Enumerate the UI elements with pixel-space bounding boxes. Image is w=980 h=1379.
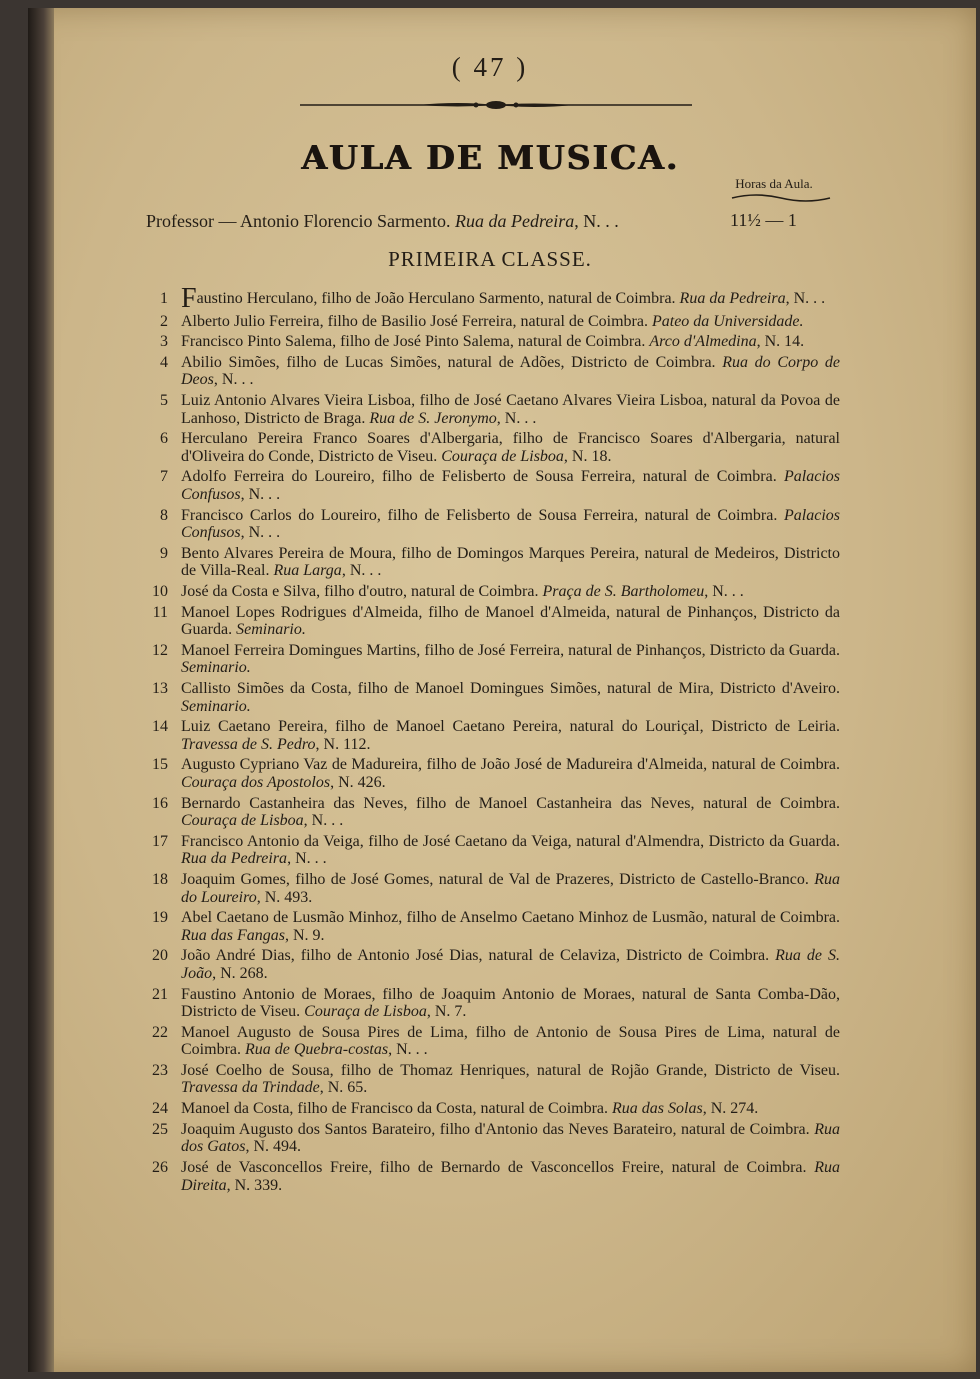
entry-address: Couraça dos Apostolos [181,773,331,791]
entry-number: 3 [160,333,168,351]
entry-name: João André Dias, filho de Antonio José Dias, natural de Celaviza, Districto de Coimbra. [181,947,770,965]
entry-name: Francisco Carlos do Loureiro, filho de Felisberto de Sousa Ferreira, natural de Coimbra. [181,506,778,524]
entry-address: Rua do Loureiro [181,871,840,906]
entry-number-suffix: , N. 426. [330,773,386,791]
entry-number: 12 [152,641,168,659]
entry-number: 11 [152,603,168,621]
entry-number-suffix: , N. 7. [426,1003,467,1021]
entry-address: Arco d'Almedina [649,333,757,351]
student-entry [150,313,840,331]
student-entry [150,871,840,906]
entry-name: Luiz Caetano Pereira, filho de Manoel Caetano Pereira, natural do Louriçal, Districto de Leiria. [181,718,840,736]
entry-address: Couraça de Lisboa [441,447,564,465]
entry-text [181,468,840,503]
student-entry [150,1062,840,1097]
entry-address: Rua das Solas [612,1100,703,1118]
entry-number-suffix: , N. 65. [319,1079,368,1097]
entry-number-suffix: , N. . . [341,562,382,580]
entry-text [181,354,840,389]
student-entry [150,642,840,677]
entry-name: Manoel da Costa, filho de Francisco da Costa, natural de Coimbra. [181,1100,609,1118]
entry-text [181,680,840,715]
professor-address-suffix: , N. . . [574,211,619,231]
entry-number: 7 [160,468,168,486]
student-entry [150,718,840,753]
entry-address: Rua das Fangas [181,926,285,944]
student-entry [150,604,840,639]
entry-name: Faustino Antonio de Moraes, filho de Joaquim Antonio de Moraes, natural de Santa Comba-Dão, Districto de Viseu. [181,985,840,1021]
entry-number: 22 [152,1023,168,1041]
entry-number-suffix: , N. . . [496,409,537,427]
entry-address: Rua da Pedreira [181,850,288,868]
entry-text [181,1100,840,1118]
student-entry [150,545,840,580]
student-entry [150,507,840,542]
student-entry [150,1100,840,1118]
entry-address: Rua da Pedreira [679,290,786,307]
entry-number: 9 [160,544,168,562]
entry-text [181,1024,840,1059]
student-entry [150,756,840,791]
entry-name: Manoel Lopes Rodrigues d'Almeida, filho de Manoel d'Almeida, natural de Pinhanços, Districto da Guarda. [181,603,840,639]
entry-text [181,1159,840,1194]
entry-number-suffix: , N. 494. [245,1138,302,1156]
entry-number: 10 [152,583,168,600]
entry-number: 15 [152,756,168,774]
student-entry [150,392,840,427]
entry-number-suffix: , N. . . [704,583,744,600]
entry-address: Pateo da Universidade. [651,312,804,330]
entry-text [181,756,840,791]
professor-address: Rua da Pedreira [454,211,575,231]
entry-address: Palacios Confusos [181,506,840,542]
student-entry [150,1159,840,1194]
entry-number-suffix: , N. 274. [702,1100,759,1118]
entry-text [181,604,840,639]
entry-number-suffix: , N. 112. [315,735,371,753]
entry-number: 24 [152,1100,168,1118]
entry-address: Rua do Corpo de Deos [181,353,840,389]
student-entry [150,283,840,314]
entry-number: 20 [152,947,168,965]
entry-number: 8 [160,506,168,524]
entry-text [181,909,840,944]
entry-number: 19 [152,909,168,927]
entry-text [181,947,840,982]
entry-address: Praça de S. Bartholomeu [542,583,705,600]
entry-address: Rua Direita [181,1159,841,1194]
entry-number: 14 [152,718,168,736]
entry-name: Joaquim Augusto dos Santos Barateiro, filho d'Antonio das Neves Barateiro, natural de Coimbra. [181,1120,810,1138]
student-entry [150,430,840,465]
drop-cap: F [181,283,197,314]
binding-gutter [28,8,54,1372]
entry-name: Alberto Julio Ferreira, filho de Basilio José Ferreira, natural de Coimbra. [181,312,648,330]
entry-text [181,986,840,1021]
student-entry [150,680,840,715]
entry-name: José Coelho de Sousa, filho de Thomaz Henriques, natural de Rojão Grande, Districto de Viseu. [181,1061,840,1079]
entry-text [181,718,840,753]
student-entry [150,333,840,351]
entry-number-suffix: , N. . . [240,485,281,503]
entry-name: Faustino Herculano, filho de João Herculano Sarmento, natural de Coimbra. [181,283,676,314]
entry-name: Francisco Pinto Salema, filho de José Pinto Salema, natural de Coimbra. [181,333,646,351]
entry-number: 25 [152,1120,168,1138]
entry-text [181,430,840,465]
entry-address: Rua dos Gatos [181,1120,841,1156]
entry-text [181,871,840,906]
entry-address: Seminario. [181,659,251,677]
entry-text [181,1062,840,1097]
entry-address: Rua de S. Jeronymo [369,409,497,427]
entry-number-suffix: , N. . . [213,371,254,389]
entry-address: Seminario. [236,621,306,639]
entry-number-suffix: , N. 339. [226,1176,283,1194]
entry-text [181,795,840,830]
entry-number: 23 [152,1061,168,1079]
entry-number: 5 [160,392,168,410]
entry-address: Palacios Confusos [181,468,841,503]
professor-line [146,211,619,232]
entry-name: Bento Alvares Pereira de Moura, filho de Domingos Marques Pereira, natural de Medeiros, Districto de Villa-Real. [181,544,840,580]
entry-address: Travessa da Trindade [181,1079,320,1097]
entry-number-suffix: , N. . . [287,850,327,868]
entry-address: Travessa de S. Pedro [181,735,316,753]
entry-text [181,392,840,427]
entry-name: Manoel Ferreira Domingues Martins, filho de José Ferreira, natural de Pinhanços, Districto da Guarda. [181,641,840,659]
entry-number-suffix: , N. 493. [256,888,313,906]
student-entry [150,795,840,830]
entry-number: 6 [160,430,168,448]
entry-name: Francisco Antonio da Veiga, filho de José Caetano da Veiga, natural d'Almendra, Districto da Guarda. [181,832,840,850]
entry-number-suffix: , N. . . [303,812,344,830]
student-entry [150,909,840,944]
entry-name: Herculano Pereira Franco Soares d'Albergaria, filho de Francisco Soares d'Albergaria, natural d'Oliveira do Conde, Districto de Viseu. [181,430,840,465]
entry-number-suffix: , N. 14. [756,333,805,351]
student-list [150,283,841,1197]
entry-text [181,283,840,314]
entry-number-suffix: , N. . . [240,524,281,542]
entry-number: 26 [152,1159,168,1176]
student-entry [150,583,840,601]
student-entry [150,1121,840,1156]
entry-address: Rua de Quebra-costas [245,1041,389,1059]
student-entry [150,354,840,389]
student-entry [150,947,840,982]
entry-text [181,583,840,601]
entry-name: José de Vasconcellos Freire, filho de Bernardo de Vasconcellos Freire, natural de Coimbra. [181,1159,807,1176]
student-entry [150,986,840,1021]
entry-number-suffix: , N. 18. [563,447,612,465]
entry-text [181,313,840,331]
entry-name: Adolfo Ferreira do Loureiro, filho de Felisberto de Sousa Ferreira, natural de Coimbra. [181,468,777,486]
entry-number: 4 [160,353,168,371]
entry-text [181,642,840,677]
entry-number: 17 [152,832,168,850]
entry-number: 1 [160,290,168,307]
page-title: AULA DE MUSICA. [301,138,679,177]
entry-number: 13 [152,680,168,698]
entry-name: Callisto Simões da Costa, filho de Manoel Domingues Simões, natural de Mira, Districto d'Aveiro. [181,680,840,698]
entry-number-suffix: , N. . . [785,290,826,307]
professor-label: Professor — Antonio Florencio Sarmento. [146,211,451,231]
entry-address: Rua de S. João [181,947,841,982]
entry-number-suffix: , N. 9. [285,926,325,944]
entry-name: Manoel Augusto de Sousa Pires de Lima, filho de Antonio de Sousa Pires de Lima, natural de Coimbra. [181,1023,840,1059]
entry-text [181,833,840,868]
entry-number: 18 [152,871,168,888]
entry-name: Luiz Antonio Alvares Vieira Lisboa, filho de José Caetano Alvares Vieira Lisboa, natural da Povoa de Lanhoso, Districto de Braga. [181,392,840,427]
student-entry [150,833,840,868]
entry-name: Augusto Cypriano Vaz de Madureira, filho de João José de Madureira d'Almeida, natural de Coimbra. [181,756,840,774]
entry-address: Seminario. [181,697,251,715]
entry-number-suffix: , N. . . [388,1041,428,1059]
entry-name: José da Costa e Silva, filho d'outro, natural de Coimbra. [181,583,539,600]
entry-text [181,333,840,351]
ornamental-rule [298,97,694,111]
entry-address: Couraça de Lisboa [304,1003,427,1021]
professor-hours: 11½ — 1 [730,210,797,230]
entry-number: 2 [160,312,168,330]
entry-address: Rua Larga [273,562,342,580]
entry-name: Abilio Simões, filho de Lucas Simões, natural de Adões, Districto de Coimbra. [181,353,716,371]
entry-name: Bernardo Castanheira das Neves, filho de Manoel Castanheira das Neves, natural de Coimbra. [181,794,840,812]
entry-text [181,1121,840,1156]
entry-name: Joaquim Gomes, filho de José Gomes, natural de Val de Prazeres, Districto de Castello-Branco. [181,871,809,888]
entry-number-suffix: , N. 268. [212,964,268,982]
hours-flourish [730,192,832,204]
student-entry [150,1024,840,1059]
page-number: ( 47 ) [451,52,529,82]
student-entry [150,468,840,503]
class-heading: PRIMEIRA CLASSE. [388,247,592,271]
entry-number: 16 [152,794,168,812]
hours-heading: Horas da Aula. [735,176,813,191]
entry-text [181,507,840,542]
entry-address: Couraça de Lisboa [181,812,304,830]
entry-name: Abel Caetano de Lusmão Minhoz, filho de Anselmo Caetano Minhoz de Lusmão, natural de Coimbra. [181,909,840,927]
entry-number: 21 [152,985,168,1003]
entry-text [181,545,840,580]
